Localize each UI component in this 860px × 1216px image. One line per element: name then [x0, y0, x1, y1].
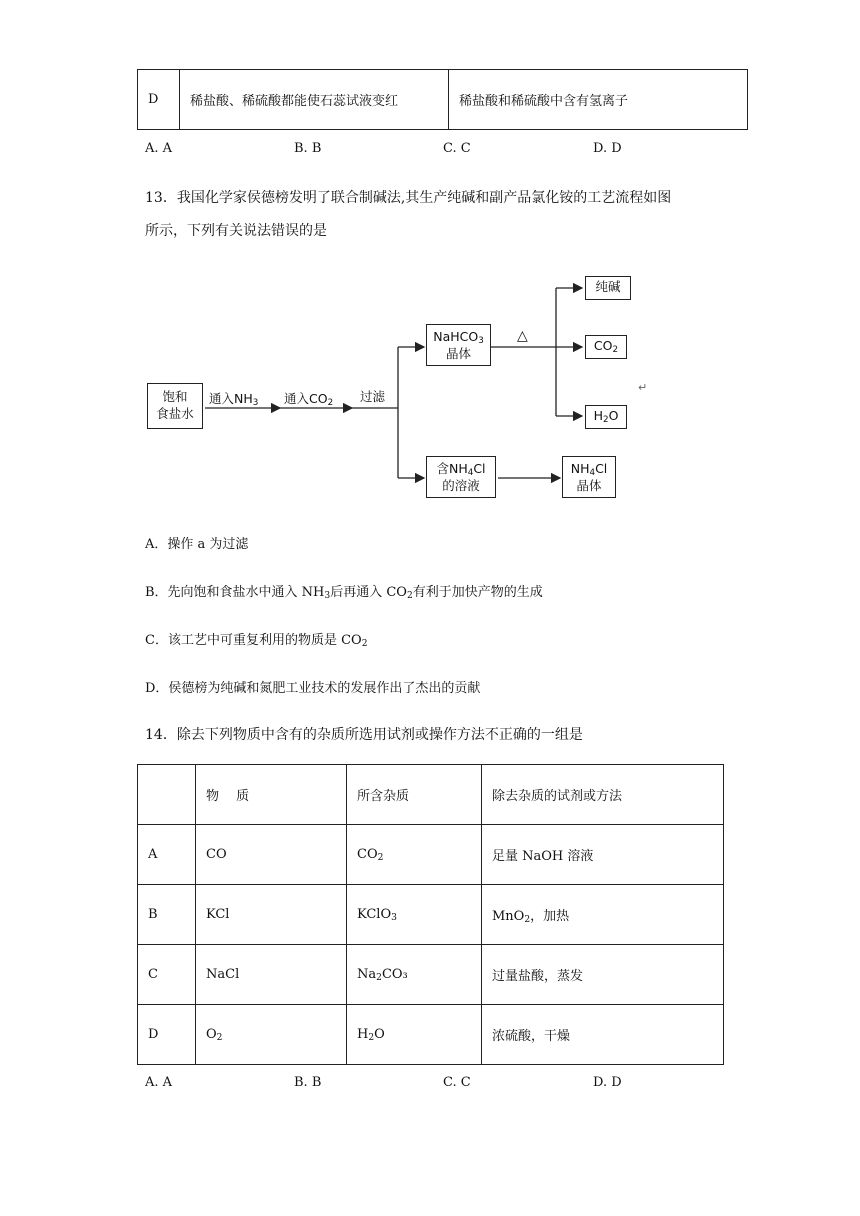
table-cell: 稀盐酸、稀硫酸都能使石蕊试液变红 [180, 70, 449, 130]
table-cell [138, 765, 196, 825]
choice-a[interactable]: A. A [145, 1075, 173, 1090]
table-row [138, 945, 724, 1005]
choice-a[interactable]: A. A [145, 141, 173, 156]
step-filter: 过滤 [360, 389, 386, 404]
q14-table [137, 764, 724, 1065]
step-add-co2: 通入$CO_2$ [284, 391, 334, 408]
nh4cl-solution-box: 含$NH_4Cl$ 的溶液 [426, 456, 496, 498]
choice-d[interactable]: D. D [593, 1075, 622, 1090]
choice-c[interactable]: C. C [443, 141, 471, 156]
table-row [138, 765, 724, 825]
q13-stem-line2: 所示，下列有关说法错误的是 [145, 223, 327, 239]
flow-diagram-lines [0, 0, 860, 520]
table-cell: $O_2$ [196, 1005, 347, 1065]
table-cell: 稀盐酸和稀硫酸中含有氢离子 [449, 70, 748, 130]
table-cell: C [138, 945, 196, 1005]
choice-b[interactable]: B. B [294, 1075, 322, 1090]
heat-symbol: △ [517, 328, 528, 344]
nahco3-crystal-box: NaHCO$_3$ 晶体 [426, 324, 491, 366]
table-cell: NaCl [196, 945, 347, 1005]
table-cell: 除去杂质的试剂或方法 [482, 765, 724, 825]
q13-option-a[interactable]: A．操作 a 为过滤 [145, 537, 249, 552]
table-cell: D [138, 70, 180, 130]
table-cell: 足量 NaOH 溶液 [482, 825, 724, 885]
nh4cl-crystal-box: $NH_4Cl$ 晶体 [562, 456, 616, 498]
table-row [138, 825, 724, 885]
q14-choices [145, 1075, 745, 1095]
table-cell: 浓硫酸，干燥 [482, 1005, 724, 1065]
saturated-brine-box: 饱和 食盐水 [147, 383, 203, 429]
q13-option-c[interactable]: C．该工艺中可重复利用的物质是 $CO_2$ [145, 633, 368, 649]
return-mark: ↵ [638, 381, 648, 394]
table-row [138, 885, 724, 945]
table-cell: D [138, 1005, 196, 1065]
q14-stem: 14．除去下列物质中含有的杂质所选用试剂或操作方法不正确的一组是 [145, 727, 583, 743]
h2o-box: $H_2O$ [585, 405, 627, 429]
q13-option-d[interactable]: D．侯德榜为纯碱和氮肥工业技术的发展作出了杰出的贡献 [145, 681, 481, 696]
q13-option-b[interactable]: B．先向饱和食盐水中通入 $NH_3$后再通入 $CO_2$有利于加快产物的生成 [145, 585, 543, 601]
table-cell: KCl [196, 885, 347, 945]
choice-c[interactable]: C. C [443, 1075, 471, 1090]
table-cell: KClO$_3$ [347, 885, 482, 945]
choice-d[interactable]: D. D [593, 141, 622, 156]
table-cell: B [138, 885, 196, 945]
table-cell: 过量盐酸，蒸发 [482, 945, 724, 1005]
q13-stem-line1: 13．我国化学家侯德榜发明了联合制碱法,其生产纯碱和副产品氯化铵的工艺流程如图 [145, 190, 672, 206]
table-cell: MnO$_2$，加热 [482, 885, 724, 945]
table-cell: A [138, 825, 196, 885]
step-add-nh3: 通入$NH_3$ [209, 391, 259, 408]
table-cell: CO [196, 825, 347, 885]
table-cell: $H_2O$ [347, 1005, 482, 1065]
table-cell: $Na_2CO_3$ [347, 945, 482, 1005]
table-cell: $CO_2$ [347, 825, 482, 885]
co2-box: $CO_2$ [585, 335, 627, 359]
soda-ash-box: 纯碱 [585, 276, 631, 300]
table-cell: 所含杂质 [347, 765, 482, 825]
table-cell: 物 质 [196, 765, 347, 825]
choice-b[interactable]: B. B [294, 141, 322, 156]
table-row [138, 1005, 724, 1065]
